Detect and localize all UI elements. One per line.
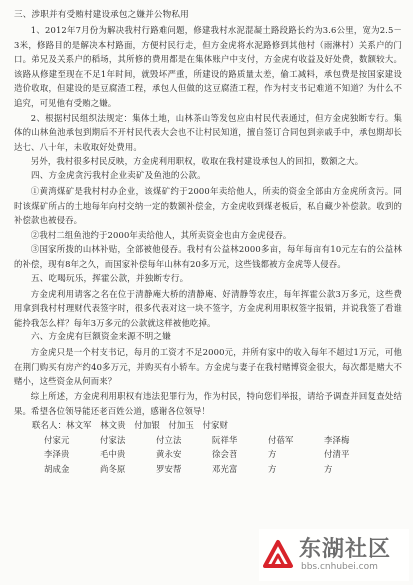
paragraph-land-contracts: 2、根据村民组织法规定：集体土地，山林茶山等发包应由村民代表通过，但方金虎独断专行。集体的山林鱼池承包到期后不开村民代表大会也不让村民知道，擅自签订合同包到亲戚手中，承包期却长达七、八十年，未收取好处费用。 xyxy=(14,112,402,152)
section-4-heading: 四、方金虎贪污我村企业卖矿及鱼池的公款。 xyxy=(31,170,206,181)
signer-name: 方 xyxy=(268,464,277,475)
paragraph-coal-mine: ①黄湾煤矿是我村村办企业，该煤矿约于2000年卖给他人，所卖的资金全部由方金虎所贪污。同时该煤矿所占的土地每年向村交纳一定的数额补偿金，方金虎收到煤老板后，私自藏少补偿款。收到的补偿款也被侵吞。 xyxy=(14,185,402,226)
signers-list xyxy=(14,433,402,477)
signer-name: 阮祥华 xyxy=(212,434,238,445)
signer-name: 邓光富 xyxy=(212,464,238,475)
signer-name: 方 xyxy=(324,464,333,475)
paragraph-forest-subsidy: ③国家所拨的山林补贴，全部被他侵吞。我村有公益林2000多亩，每年每亩有10元左右的公益林的补偿，现有8年之久，而国家补偿每年山林有20多万元，这些钱都被方金虎等人侵吞。 xyxy=(14,244,402,269)
signer-name: 付立法 xyxy=(156,434,182,445)
section-5-heading: 五、吃喝玩乐，挥霍公款，并独断专行。 xyxy=(31,273,189,284)
signer-name: 徐会苕 xyxy=(212,449,238,460)
paragraph-road-construction: 1、2012年7月份为解决我村行路难问题，修建我村水泥混凝土路段路长约为3.6公里，宽为2.5－3米，修路目的是解决本村路面，方便村民行走，但方金虎将水泥路修到其他村（雨淋村）关系户的门口。弟兄及关系户的稻场，其所修的费用都是在集体账户中支付，方金虎有收益及好处费，数额较大。该路从修建至现在不足1年时间，就毁坏严重，所建设的路质量太差，偷工减料，承包费是按国家建设造价收取，但建设的是豆腐渣工程，承包人但做的这豆腐渣工程，作为村支书记难道不知道？为什么不追究，可见他有受贿之嫌。 xyxy=(14,25,402,108)
paragraph-banquets: 方金虎利用请客之名在位于清静庵大桥的清静庵、好清静等农庄，每年挥霍公款3万多元，这些费用拿到我村村理财代表签字时，很多代表对这一块不签字，方金虎利用职权签字报销，并说我签了看谁能拎我怎么样？每年3万多元的公款就这样被他吃掉。 xyxy=(14,288,402,328)
section-6-heading: 六、方金虎有巨额资金来源不明之嫌 xyxy=(31,332,171,343)
signer-name: 付家法 xyxy=(100,434,126,445)
signer-name: 付蓓军 xyxy=(268,434,294,445)
signer-name: 方 xyxy=(268,449,277,460)
paragraph-fish-pond: ②我村二组鱼池约于2000年卖给他人，其所卖资金也由方金虎侵吞。 xyxy=(30,229,292,240)
watermark-logo-icon xyxy=(261,538,295,572)
signer-name: 黄永安 xyxy=(156,449,182,460)
section-3-heading: 三、涉职并有受贿村建设承包之嫌并公物私用 xyxy=(14,10,189,20)
paragraph-conclusion: 综上所述，方金虎利用职权有违法犯罪行为，作为村民，特向您们举报，请给予调查并回复查处结果。希望各位领导能还老百姓公道，感谢各位领导！ xyxy=(14,391,402,416)
signer-name: 尚冬原 xyxy=(100,464,126,475)
signer-name: 毛中贵 xyxy=(100,449,126,460)
site-watermark xyxy=(259,529,409,581)
signer-name: 付清平 xyxy=(324,449,350,460)
signer-name: 罗安帮 xyxy=(156,464,182,475)
document-body xyxy=(14,8,402,477)
signer-name: 付家元 xyxy=(44,434,70,445)
signer-name: 胡成金 xyxy=(44,464,70,475)
paragraph-unexplained-assets: 方金虎只是一个村支书记，每月的工资才不足2000元，并所有家中的收入每年不超过1万元，可他在荆门购买有房产约40多万元，并购买有小轿车。方金虎与妻子在我村赌博资金很大，每次都是赌大不赌小，这些资金从何而来？ xyxy=(14,347,402,387)
paragraph-kickbacks: 另外，我村很多村民反映，方金虎利用职权，收取在我村建设承包人的回扣，数额之大。 xyxy=(30,156,364,167)
watermark-brand: 东湖社区 xyxy=(299,536,392,562)
watermark-url: bbs.cnhubei.com xyxy=(301,561,378,572)
signers-label: 联名人：林文军 林文贵 付加银 付加玉 付家财 xyxy=(32,420,229,431)
signer-name: 李泽梅 xyxy=(324,434,350,445)
signer-name: 李泽贵 xyxy=(44,449,70,460)
